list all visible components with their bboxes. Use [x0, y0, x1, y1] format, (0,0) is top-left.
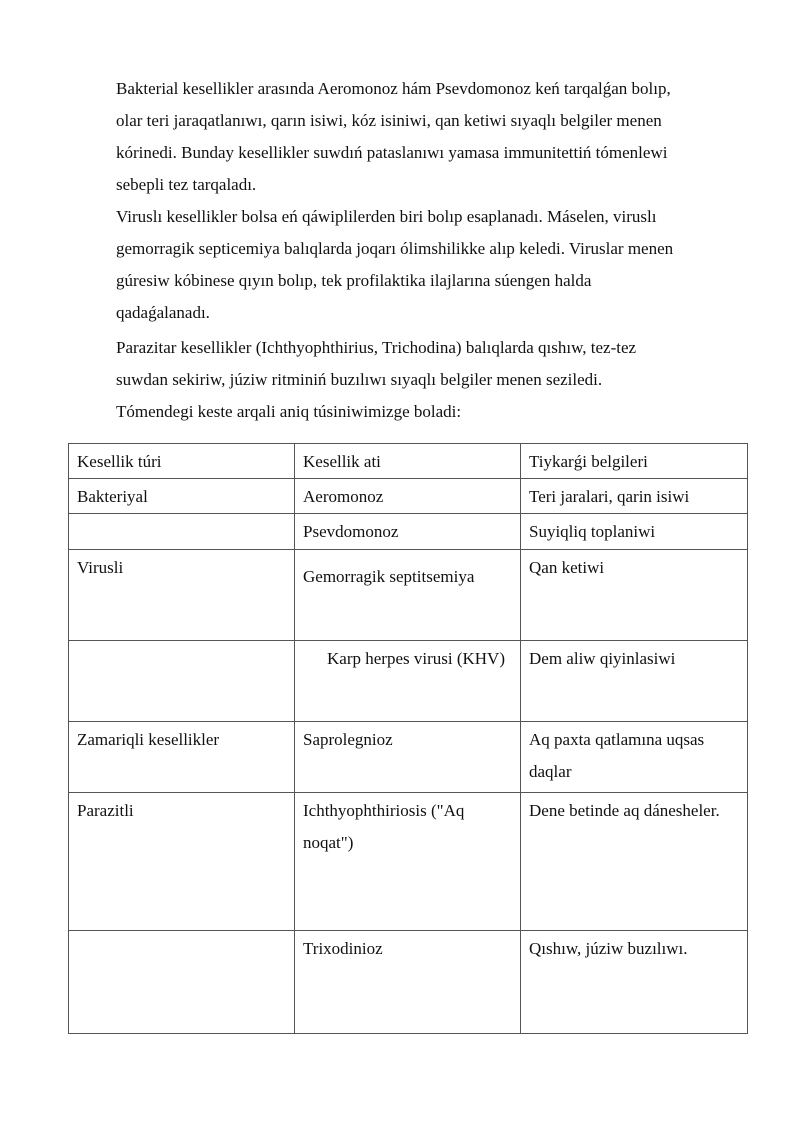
- table-cell: Parazitli: [69, 793, 295, 931]
- table-cell: Virusli: [69, 550, 295, 641]
- table-cell: [69, 931, 295, 1034]
- table-row: [69, 479, 748, 514]
- text-line: olar teri jaraqatlanıwı, qarın isiwi, kóz isiniwi, qan ketiwi sıyaqlı belgiler menen: [116, 111, 662, 130]
- table-cell: Aeromonoz: [295, 479, 521, 514]
- table-header-cell: Kesellik túri: [69, 444, 295, 479]
- text-line: Tómendegi keste arqali aniq túsiniwimizge boladi:: [116, 402, 462, 421]
- table-cell: [69, 641, 295, 722]
- table-cell: Dem aliw qiyinlasiwi: [521, 641, 748, 722]
- paragraph-viral: [116, 201, 738, 329]
- table-cell: Teri jaralari, qarin isiwi: [521, 479, 748, 514]
- cell-text: Gemorragik septitsemiya: [303, 567, 475, 586]
- text-line: qadaǵalanadı.: [116, 303, 210, 322]
- table-header-cell: Tiykarǵi belgileri: [521, 444, 748, 479]
- text-line: kórinedi. Bunday kesellikler suwdıń pataslanıwı yamasa immunitettiń tómenlewi: [116, 143, 668, 162]
- table-row: [69, 641, 748, 722]
- table-header-cell: Kesellik ati: [295, 444, 521, 479]
- table-cell: Aq paxta qatlamına uqsas daqlar: [521, 722, 748, 793]
- table-cell: Qan ketiwi: [521, 550, 748, 641]
- table-cell: Ichthyophthiriosis ("Aq noqat"): [295, 793, 521, 931]
- table-row: [69, 931, 748, 1034]
- table-cell: [295, 550, 521, 641]
- paragraph-parasitic: [116, 332, 738, 396]
- text-line: gúresiw kóbinese qıyın bolıp, tek profilaktika ilajlarına súengen halda: [116, 271, 592, 290]
- table-cell: Trixodinioz: [295, 931, 521, 1034]
- paragraph-bacterial: [116, 73, 738, 201]
- text-line: sebepli tez tarqaladı.: [116, 175, 257, 194]
- paragraph-table-intro: [116, 396, 738, 428]
- table-cell: Qıshıw, júziw buzılıwı.: [521, 931, 748, 1034]
- table-cell: Psevdomonoz: [295, 514, 521, 550]
- text-line: Parazitar kesellikler (Ichthyophthirius, Trichodina) balıqlarda qıshıw, tez-tez: [116, 338, 637, 357]
- table-cell: Bakteriyal: [69, 479, 295, 514]
- table-header-row: [69, 444, 748, 479]
- disease-table: [68, 443, 748, 1034]
- table-row: [69, 514, 748, 550]
- table-row: [69, 722, 748, 793]
- table-row: [69, 793, 748, 931]
- table-cell: Zamariqli kesellikler: [69, 722, 295, 793]
- table-cell: Suyiqliq toplaniwi: [521, 514, 748, 550]
- text-line: Viruslı kesellikler bolsa eń qáwiplilerden biri bolıp esaplanadı. Máselen, viruslı: [116, 207, 657, 226]
- cell-text: Karp herpes virusi (KHV): [327, 649, 505, 668]
- text-line: Bakterial kesellikler arasında Aeromonoz hám Psevdomonoz keń tarqalǵan bolıp,: [116, 79, 671, 98]
- table-cell: Saprolegnioz: [295, 722, 521, 793]
- table-cell: Dene betinde aq dánesheler.: [521, 793, 748, 931]
- table-cell: [295, 641, 521, 722]
- table-row: [69, 550, 748, 641]
- table-cell: [69, 514, 295, 550]
- text-line: suwdan sekiriw, júziw ritminiń buzılıwı sıyaqlı belgiler menen seziledi.: [116, 370, 603, 389]
- text-line: gemorragik septicemiya balıqlarda joqarı ólimshilikke alıp keledi. Viruslar menen: [116, 239, 674, 258]
